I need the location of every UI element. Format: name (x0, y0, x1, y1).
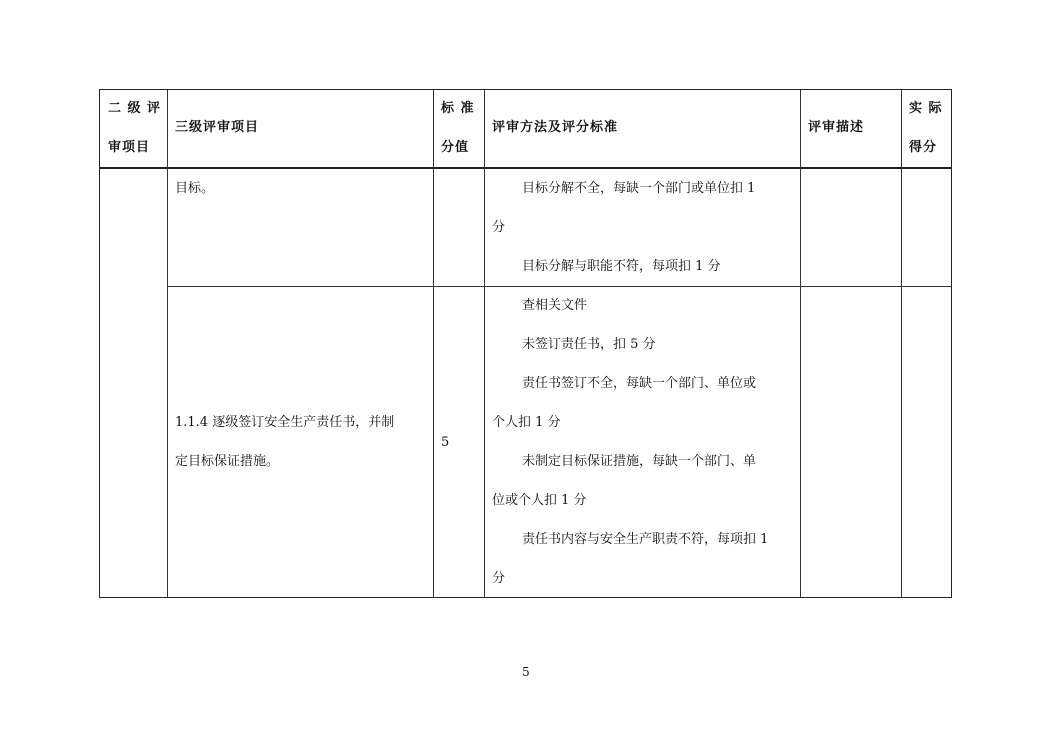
row1-criteria-line: 目标分解与职能不符，每项扣 1 分 (522, 259, 721, 274)
row2-criteria-line: 未制定目标保证措施，每缺一个部门、单 (522, 454, 757, 469)
header-actual-score-line1: 实 际 (909, 101, 943, 116)
header-description: 评审描述 (808, 120, 865, 135)
row1-criteria-line: 目标分解不全，每缺一个部门或单位扣 1 (522, 181, 756, 196)
row2-criteria-line: 分 (492, 571, 506, 586)
row2-criteria-line: 查相关文件 (522, 298, 588, 313)
row2-criteria-line: 未签订责任书，扣 5 分 (522, 337, 656, 352)
row2-criteria-line: 位或个人扣 1 分 (492, 493, 587, 508)
header-level2-line2: 审项目 (108, 140, 151, 155)
row-divider (167, 286, 951, 287)
row2-criteria-line: 个人扣 1 分 (492, 415, 561, 430)
assessment-table (99, 89, 952, 598)
header-divider (100, 167, 951, 169)
row2-item-line: 定目标保证措施。 (175, 454, 280, 469)
row2-criteria-line: 责任书内容与安全生产职责不符，每项扣 1 (522, 532, 769, 547)
row2-criteria-line: 责任书签订不全，每缺一个部门、单位或 (522, 376, 757, 391)
row1-item: 目标。 (175, 181, 215, 196)
header-standard-score-line1: 标 准 (441, 101, 475, 116)
header-method-criteria: 评审方法及评分标准 (492, 120, 619, 135)
row2-standard-score: 5 (441, 435, 450, 450)
page-number: 5 (522, 665, 530, 679)
header-level2-line1: 二 级 评 (108, 101, 162, 116)
row1-criteria-line: 分 (492, 220, 506, 235)
header-standard-score-line2: 分值 (441, 140, 470, 155)
header-actual-score-line2: 得分 (909, 140, 938, 155)
header-level3-item: 三级评审项目 (175, 120, 260, 135)
row2-item-line: 1.1.4 逐级签订安全生产责任书，并制 (175, 415, 395, 430)
